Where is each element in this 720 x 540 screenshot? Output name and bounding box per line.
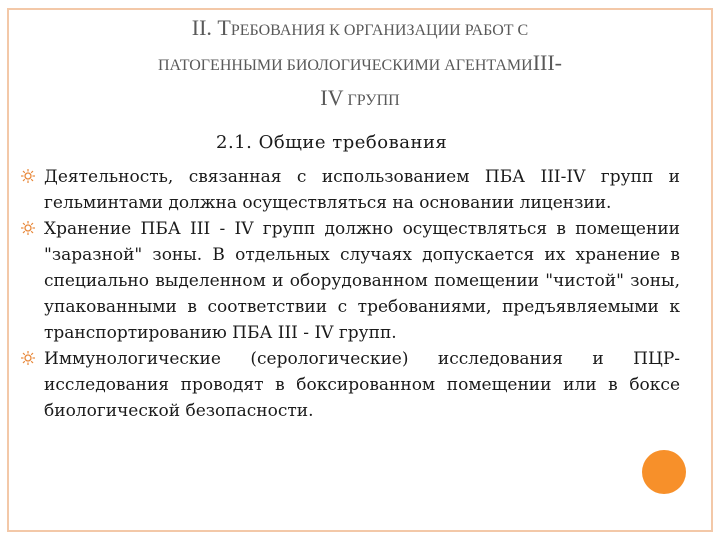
bullet-text: Деятельность, связанная с использованием ПБА III-IV групп и гельминтами должна осуществляться на основании лицензии. bbox=[44, 167, 680, 213]
sun-bullet-icon bbox=[20, 168, 36, 184]
frame-left-border bbox=[7, 8, 9, 532]
sun-bullet-icon bbox=[20, 350, 36, 366]
bullet-item bbox=[20, 216, 680, 346]
frame-right-border bbox=[711, 8, 713, 532]
title-line-3 bbox=[20, 82, 700, 117]
title-line-2-big: III- bbox=[532, 50, 562, 75]
title-line-3-big: IV bbox=[320, 85, 344, 110]
bullet-text: Иммунологические (серологические) исследования и ПЦР-исследования проводят в боксированном помещении или в боксе биологической безопасности. bbox=[44, 349, 680, 421]
bullet-item bbox=[20, 164, 680, 216]
bullet-list bbox=[20, 164, 680, 424]
title-line-2 bbox=[20, 47, 700, 82]
section-subtitle: 2.1. Общие требования bbox=[216, 132, 448, 153]
title-line-1-prefix: II. Т bbox=[191, 15, 231, 40]
bullet-item bbox=[20, 346, 680, 424]
frame-bottom-border bbox=[7, 530, 713, 532]
slide-title bbox=[20, 12, 700, 117]
bullet-text: Хранение ПБА III - IV групп должно осуществляться в помещении "заразной" зоны. В отдельных случаях допускается их хранение в специально выделенном и оборудованном помещении "чистой" зоны, упакованными в соответствии с требованиями, предъявляемыми к транспортированию ПБА III - IV групп. bbox=[44, 219, 680, 343]
title-line-3-small: ГРУПП bbox=[343, 92, 400, 109]
frame-top-border bbox=[7, 8, 713, 10]
title-line-1-rest: РЕБОВАНИЯ К ОРГАНИЗАЦИИ РАБОТ С bbox=[230, 22, 529, 39]
sun-bullet-icon bbox=[20, 220, 36, 236]
title-line-1 bbox=[20, 12, 700, 47]
orange-circle bbox=[642, 450, 686, 494]
title-line-2-small: ПАТОГЕННЫМИ БИОЛОГИЧЕСКИМИ АГЕНТАМИ bbox=[157, 57, 533, 74]
